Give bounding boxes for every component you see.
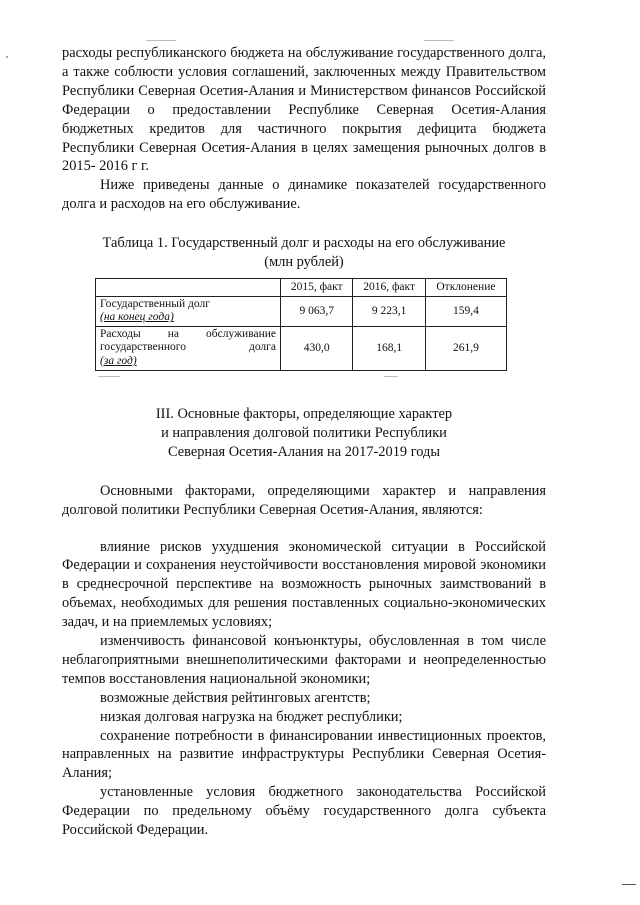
table-cell-2016: 168,1 xyxy=(353,326,425,370)
factor-item: влияние рисков ухудшения экономической ситуации в Российской Федерации и сохранения неустойчивости восстановления мировой экономики в среднесрочной перспективе на возможность рыночных заимствований в объемах, необходимых для решения поставленных социально-экономических задач, и на приемлемых условиях; xyxy=(62,538,546,631)
table-cell-2015: 9 063,7 xyxy=(281,296,353,326)
row-label-text: Расходы на обслуживание xyxy=(100,327,276,340)
table-units: (млн рублей) xyxy=(264,254,344,271)
intro-paragraph: расходы республиканского бюджета на обслуживание государственного долга, а также соблюсти условия соглашений, заключенных между Правительством Республики Северная Осетия-Алания и Министерством финансов Российской Федерации о предоставлении Республике Северная Осетия-Алания бюджетных кредитов для частичного покрытия дефицита бюджета Республики Северная Осетия-Алания в целях замещения рыночных долгов в 2015- 2016 г г. xyxy=(62,45,546,175)
factor-item: возможные действия рейтинговых агентств; xyxy=(100,689,371,706)
row-label-note: (на конец года) xyxy=(100,311,174,324)
document-page xyxy=(62,38,546,840)
row-label-text: государственного долга xyxy=(100,341,276,354)
scan-dot xyxy=(6,56,8,58)
factor-item: изменчивость финансовой конъюнктуры, обусловленная в том числе неблагоприятными внешнеполитическими факторами и неопределенностью темпов восстановления национальной экономики; xyxy=(62,633,546,687)
table-row xyxy=(96,296,507,326)
table-header-diff: Отклонение xyxy=(425,278,506,296)
table-cell-2015: 430,0 xyxy=(281,326,353,370)
debt-table xyxy=(95,278,507,371)
section-heading-line: и направления долговой политики Республики xyxy=(161,424,447,441)
table-header-blank xyxy=(96,278,281,296)
table-caption: Таблица 1. Государственный долг и расходы на его обслуживание xyxy=(102,235,506,252)
table-header-2015: 2015, факт xyxy=(281,278,353,296)
table-cell-diff: 261,9 xyxy=(425,326,506,370)
section-heading-line: III. Основные факторы, определяющие характер xyxy=(155,405,453,422)
lead-paragraph: Ниже приведены данные о динамике показателей государственного долга и расходов на его обслуживание. xyxy=(62,177,546,213)
factor-item: низкая долговая нагрузка на бюджет республики; xyxy=(100,708,403,725)
table-cell-2016: 9 223,1 xyxy=(353,296,425,326)
table-row-label xyxy=(96,326,281,370)
factors-intro: Основными факторами, определяющими характер и направления долговой политики Республики Северная Осетия-Алания, являются: xyxy=(62,482,546,518)
section-heading-line: Северная Осетия-Алания на 2017-2019 годы xyxy=(167,443,441,460)
factor-item: установленные условия бюджетного законодательства Российской Федерации по предельному объёму государственного долга субъекта Российской Федерации. xyxy=(62,784,546,839)
table-header-2016: 2016, факт xyxy=(353,278,425,296)
row-label-note: (за год) xyxy=(100,354,137,367)
row-label-text: Государственный долг xyxy=(100,297,210,310)
scan-mark xyxy=(622,884,636,885)
factor-item: сохранение потребности в финансировании инвестиционных проектов, направленных на развитие инфраструктуры Республики Северная Осетия-Алания; xyxy=(62,727,546,782)
table-cell-diff: 159,4 xyxy=(425,296,506,326)
table-header-row xyxy=(96,278,507,296)
table-row-label xyxy=(96,296,281,326)
table-row xyxy=(96,326,507,370)
